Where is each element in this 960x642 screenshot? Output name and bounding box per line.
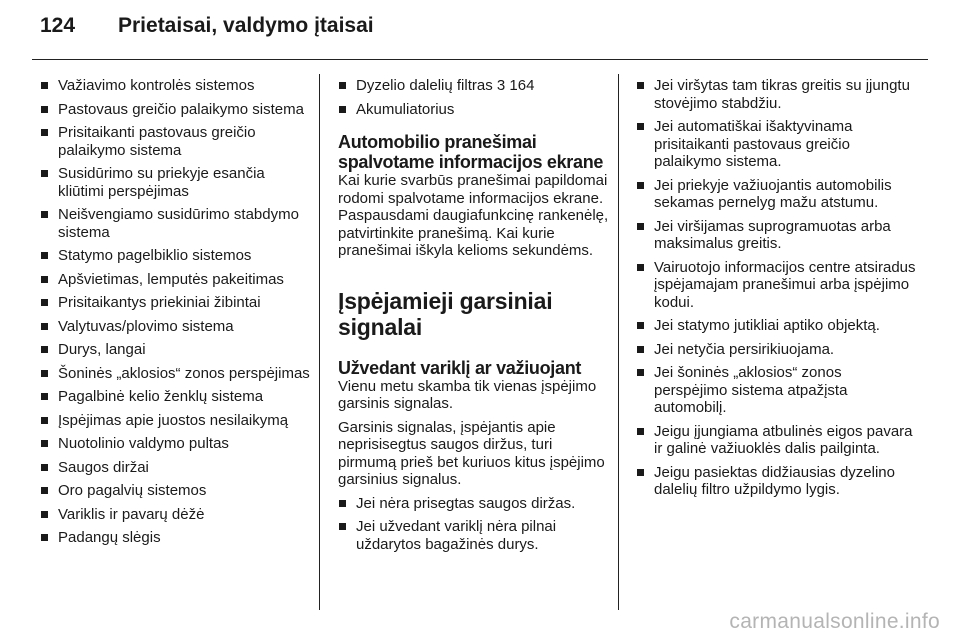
bullet-icon xyxy=(339,500,346,507)
page-header xyxy=(40,14,374,54)
list-item: Oro pagalvių sistemos xyxy=(40,482,310,500)
list-item: Jei priekyje važiuojantis automobilis sekamas pernelyg mažu atstumu. xyxy=(636,177,916,212)
bullet-list xyxy=(636,77,916,499)
list-item: Apšvietimas, lemputės pakeitimas xyxy=(40,271,310,289)
bullet-icon xyxy=(41,534,48,541)
page-reference-icon: 3 xyxy=(496,77,506,94)
list-item: Vairuotojo informacijos centre atsiradus įspėjamajam pranešimui arba įspėjimo kodui. xyxy=(636,259,916,312)
list-item: Jei viršytas tam tikras greitis su įjungtu stovėjimo stabdžiu. xyxy=(636,77,916,112)
list-item: Jei automatiškai išaktyvinama prisitaikanti pastovaus greičio palaikymo sistema. xyxy=(636,118,916,171)
bullet-list xyxy=(338,495,610,554)
list-item: Statymo pagelbiklio sistemos xyxy=(40,247,310,265)
page-number: 124 xyxy=(40,14,76,37)
bullet-icon xyxy=(41,129,48,136)
paragraph: Vienu metu skamba tik vienas įspėjimo garsinis signalas. xyxy=(338,377,597,412)
column-divider xyxy=(319,74,320,610)
section-subheading: Užvedant variklį ar važiuojant xyxy=(338,357,582,378)
list-item: Dyzelio dalelių filtras 3 164 xyxy=(338,77,610,95)
bullet-icon xyxy=(41,252,48,259)
bullet-icon xyxy=(41,370,48,377)
bullet-icon xyxy=(41,346,48,353)
list-item: Prisitaikanti pastovaus greičio palaikymo sistema xyxy=(40,124,310,159)
bullet-icon xyxy=(41,464,48,471)
bullet-icon xyxy=(637,182,644,189)
bullet-icon xyxy=(41,487,48,494)
list-item: Jeigu pasiektas didžiausias dyzelino dalelių filtro užpildymo lygis. xyxy=(636,464,916,499)
bullet-icon xyxy=(41,211,48,218)
list-item: Durys, langai xyxy=(40,341,310,359)
list-item: Variklis ir pavarų dėžė xyxy=(40,506,310,524)
list-item: Važiavimo kontrolės sistemos xyxy=(40,77,310,95)
list-item: Susidūrimo su priekyje esančia kliūtimi perspėjimas xyxy=(40,165,310,200)
list-item: Šoninės „aklosios“ zonos perspėjimas xyxy=(40,365,310,383)
section-subheading: Automobilio pranešimai spalvotame informacijos ekrane xyxy=(338,132,604,172)
bullet-icon xyxy=(41,323,48,330)
bullet-list xyxy=(338,77,610,118)
bullet-icon xyxy=(339,82,346,89)
bullet-icon xyxy=(41,511,48,518)
bullet-icon xyxy=(339,523,346,530)
list-item: Padangų slėgis xyxy=(40,529,310,547)
column-1 xyxy=(40,77,310,553)
list-item: Pastovaus greičio palaikymo sistema xyxy=(40,101,310,119)
list-item: Nuotolinio valdymo pultas xyxy=(40,435,310,453)
list-item: Jeigu įjungiama atbulinės eigos pavara ir galinė važiuoklės dalis pailginta. xyxy=(636,423,916,458)
bullet-list xyxy=(40,77,310,547)
bullet-icon xyxy=(637,346,644,353)
list-item: Jei statymo jutikliai aptiko objektą. xyxy=(636,317,916,335)
bullet-icon xyxy=(637,82,644,89)
column-divider xyxy=(618,74,619,610)
bullet-icon xyxy=(637,369,644,376)
page-reference-link[interactable]: 164 xyxy=(509,77,535,94)
bullet-icon xyxy=(637,322,644,329)
list-item: Neišvengiamo susidūrimo stabdymo sistema xyxy=(40,206,310,241)
list-item: Jei viršijamas suprogramuotas arba maksimalus greitis. xyxy=(636,218,916,253)
bullet-icon xyxy=(41,170,48,177)
list-item: Įspėjimas apie juostos nesilaikymą xyxy=(40,412,310,430)
paragraph: Kai kurie svarbūs pranešimai papildomai rodomi spalvotame informacijos ekrane. Paspausdami daugiafunkcinę rankenėlę, patvirtinkite pranešimą. Kai kurie pranešimai iškyla kelioms sekundėms. xyxy=(338,172,609,259)
bullet-icon xyxy=(41,417,48,424)
list-item: Saugos diržai xyxy=(40,459,310,477)
list-item: Valytuvas/plovimo sistema xyxy=(40,318,310,336)
column-2 xyxy=(338,77,610,559)
paragraph: Garsinis signalas, įspėjantis apie neprisisegtus saugos diržus, turi pirmumą prieš bet kuriuos kitus įspėjimo garsinius signalus. xyxy=(338,418,605,488)
list-item: Jei netyčia persirikiuojama. xyxy=(636,341,916,359)
bullet-icon xyxy=(339,106,346,113)
bullet-icon xyxy=(637,469,644,476)
bullet-icon xyxy=(637,264,644,271)
list-item: Akumuliatorius xyxy=(338,101,610,119)
list-item: Jei nėra prisegtas saugos diržas. xyxy=(338,495,610,513)
bullet-icon xyxy=(637,223,644,230)
watermark: carmanualsonline.info xyxy=(729,610,940,633)
column-3 xyxy=(636,77,916,505)
bullet-icon xyxy=(41,106,48,113)
list-item: Jei užvedant variklį nėra pilnai uždarytos bagažinės durys. xyxy=(338,518,610,553)
bullet-icon xyxy=(637,428,644,435)
list-item: Pagalbinė kelio ženklų sistema xyxy=(40,388,310,406)
page-title: Prietaisai, valdymo įtaisai xyxy=(118,14,374,37)
section-heading: Įspėjamieji garsiniai signalai xyxy=(338,287,553,340)
bullet-icon xyxy=(41,299,48,306)
bullet-icon xyxy=(41,393,48,400)
list-item: Prisitaikantys priekiniai žibintai xyxy=(40,294,310,312)
bullet-icon xyxy=(41,82,48,89)
bullet-icon xyxy=(41,276,48,283)
bullet-icon xyxy=(637,123,644,130)
header-rule xyxy=(32,59,928,60)
bullet-icon xyxy=(41,440,48,447)
list-item: Jei šoninės „aklosios“ zonos perspėjimo sistema atpažįsta automobilį. xyxy=(636,364,916,417)
